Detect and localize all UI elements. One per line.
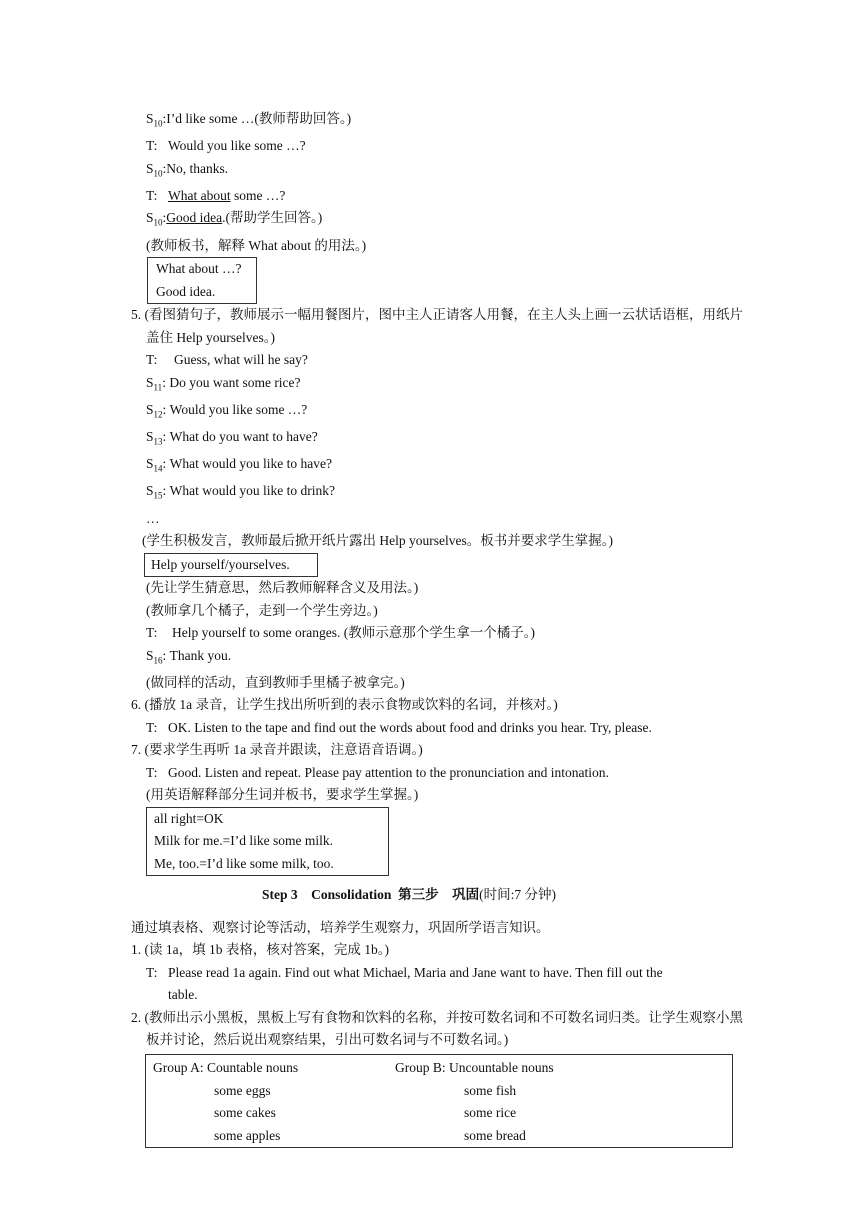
dialogue-line — [146, 108, 860, 135]
dialogue-line — [146, 158, 860, 185]
teacher-note: (先让学生猜意思，然后教师解释含义及用法。) — [146, 580, 419, 595]
speaker-label: $S_{14}$: — [146, 456, 167, 474]
underlined-phrase: Good idea — [166, 210, 223, 226]
blackboard-box — [144, 553, 318, 578]
dialogue-line — [146, 349, 860, 372]
dialogue-text: Do you want some rice? — [169, 374, 301, 390]
countable-item: some eggs — [214, 1082, 271, 1098]
countable-item: some cakes — [214, 1104, 276, 1120]
item-text: (看图猜句子，教师展示一幅用餐图片，图中主人正请客人用餐，在主人头上画一云状话语框，用纸片盖住 Help yourselves。) — [144, 307, 743, 345]
dialogue-text: OK. Listen to the tape and find out the words about food and drinks you hear. Try, please. — [168, 719, 652, 735]
speaker-label: $S_{12}$: — [146, 401, 167, 420]
dialogue-line — [146, 372, 860, 399]
dialogue-text: some …? — [230, 187, 286, 203]
speaker-label: T: — [146, 352, 158, 368]
teacher-note: (做同样的活动，直到教师手里橘子被拿完。) — [146, 674, 405, 690]
dialogue-line — [146, 453, 860, 480]
numbered-item — [131, 739, 860, 762]
dialogue-line — [146, 426, 860, 453]
ellipsis: … — [146, 510, 160, 526]
dialogue-continuation: table. — [168, 987, 198, 1003]
section-time: (时间:7 分钟) — [479, 887, 557, 903]
box-line: Me, too.=I’d like some milk, too. — [154, 855, 334, 871]
dialogue-line — [146, 645, 860, 672]
uncountable-item: some bread — [464, 1127, 526, 1143]
box-line: Milk for me.=I’d like some milk. — [154, 833, 333, 849]
item-number: 5. — [131, 307, 142, 323]
dialogue-text: Thank you. — [169, 647, 232, 663]
section-heading — [262, 884, 860, 907]
dialogue-line — [146, 399, 860, 426]
box-line: Help yourself/yourselves. — [151, 556, 290, 572]
dialogue-line — [146, 480, 860, 507]
numbered-item — [131, 694, 860, 717]
dialogue-text: Would you like some …? — [169, 401, 308, 417]
speaker-label: $S_{15}$: — [146, 483, 167, 501]
dialogue-text: What do you want to have? — [169, 428, 318, 444]
item-text: (教师出示小黑板，黑板上写有食物和饮料的名称，并按可数名词和不可数名词归类。让学生观察小黑板并讨论，然后说出观察结果，引出可数名词与不可数名词。) — [144, 1009, 743, 1048]
dialogue-text: .(帮助学生回答。) — [222, 210, 323, 226]
underlined-phrase: What about — [168, 187, 231, 203]
dialogue-text: I’d like some …(教师帮助回答。) — [166, 111, 352, 126]
speaker-label: $S_{10}$: — [146, 210, 167, 229]
speaker-label: $S_{10}$: — [146, 111, 167, 129]
countable-item: some apples — [214, 1127, 281, 1143]
group-b-header: Group B: Uncountable nouns — [395, 1059, 554, 1075]
blackboard-box — [146, 807, 389, 877]
box-line: What about …? — [156, 261, 242, 277]
numbered-item — [131, 304, 751, 349]
blackboard-box — [147, 257, 257, 304]
dialogue-text: Guess, what will he say? — [174, 352, 308, 368]
teacher-note: (教师拿几个橘子，走到一个学生旁边。) — [146, 602, 378, 618]
speaker-label: $S_{13}$: — [146, 428, 167, 447]
dialogue-text: What would you like to have? — [169, 456, 332, 472]
dialogue-line — [146, 717, 860, 740]
dialogue-text: Help yourself to some oranges. (教师示意那个学生拿一个橘子。) — [172, 625, 535, 640]
dialogue-text: Would you like some …? — [168, 138, 306, 154]
item-number: 2. — [131, 1009, 142, 1025]
speaker-label: $S_{16}$: — [146, 647, 167, 666]
dialogue-text: No, thanks. — [166, 160, 229, 176]
uncountable-item: some rice — [464, 1104, 517, 1120]
item-text: (播放 1a 录音，让学生找出所听到的表示食物或饮料的名词，并核对。) — [144, 697, 558, 713]
speaker-label: T: — [146, 964, 158, 980]
numbered-item — [131, 939, 860, 962]
dialogue-line — [146, 135, 860, 158]
dialogue-line — [146, 622, 860, 645]
speaker-label: T: — [146, 625, 158, 640]
dialogue-line — [146, 962, 860, 985]
box-line: all right=OK — [154, 810, 224, 826]
speaker-label: T: — [146, 138, 158, 154]
speaker-label: $S_{11}$: — [146, 374, 166, 393]
item-number: 6. — [131, 697, 142, 713]
item-number: 1. — [131, 942, 142, 958]
speaker-label: $S_{10}$: — [146, 160, 167, 179]
speaker-label: T: — [146, 719, 158, 735]
document-page — [0, 108, 860, 1148]
dialogue-text: Good. Listen and repeat. Please pay attention to the pronunciation and intonation. — [168, 764, 609, 780]
dialogue-line — [146, 185, 860, 208]
item-text: (读 1a，填 1b 表格，核对答案，完成 1b。) — [144, 942, 389, 958]
dialogue-line — [146, 207, 860, 234]
box-line: Good idea. — [156, 283, 216, 299]
group-a-header: Group A: Countable nouns — [153, 1059, 299, 1075]
teacher-note: (教师板书，解释 What about 的用法。) — [146, 237, 367, 253]
teacher-note: (学生积极发言，教师最后掀开纸片露出 Help yourselves。板书并要求学生掌握。) — [142, 533, 613, 548]
section-title: Step 3 Consolidation 第三步 巩固 — [262, 887, 480, 903]
item-number: 7. — [131, 742, 142, 758]
dialogue-text: Please read 1a again. Find out what Michael, Maria and Jane want to have. Then fill out the — [168, 964, 663, 980]
teacher-note: (用英语解释部分生词并板书，要求学生掌握。) — [146, 787, 419, 803]
item-text: (要求学生再听 1a 录音并跟读，注意语音语调。) — [144, 742, 423, 758]
dialogue-line — [146, 762, 860, 785]
noun-table — [145, 1054, 733, 1148]
section-intro: 通过填表格、观察讨论等活动，培养学生观察力，巩固所学语言知识。 — [131, 919, 550, 935]
dialogue-text: What would you like to drink? — [169, 483, 335, 499]
speaker-label: T: — [146, 764, 158, 780]
uncountable-item: some fish — [464, 1082, 517, 1098]
numbered-item — [131, 1007, 751, 1052]
speaker-label: T: — [146, 187, 158, 203]
